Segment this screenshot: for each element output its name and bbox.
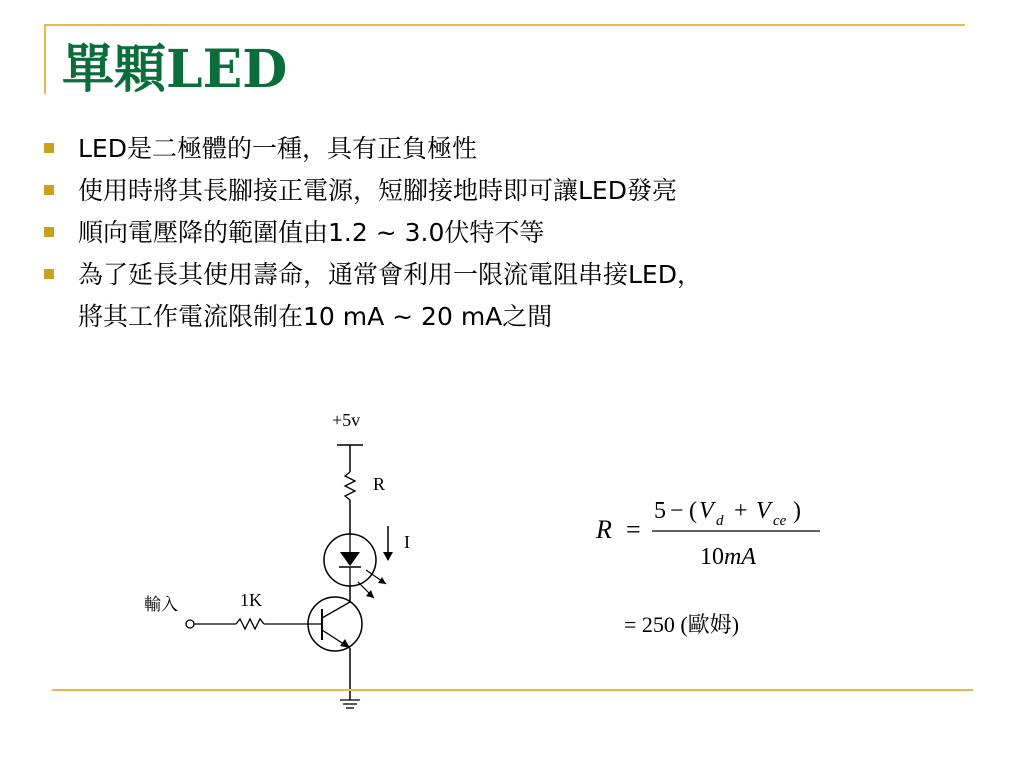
resistor-r-symbol — [345, 472, 355, 500]
title-accent-bar — [44, 24, 46, 94]
input-label: 輸入 — [144, 595, 178, 615]
vd-symbol: V — [699, 498, 714, 524]
current-arrow-head — [383, 552, 393, 561]
vd-subscript: d — [716, 513, 724, 529]
formula-lhs: R — [596, 515, 612, 544]
top-divider — [44, 24, 965, 26]
formula-equals: = — [626, 515, 641, 544]
input-terminal — [186, 620, 194, 628]
denominator-unit: mA — [724, 544, 756, 570]
bottom-divider — [52, 689, 973, 691]
vce-symbol: V — [756, 498, 771, 524]
vce-subscript: ce — [773, 513, 787, 529]
bullet-text-4: 為了延長其使用壽命，通常會利用一限流電阻串接LED， — [78, 260, 702, 289]
bullet-item-1 — [44, 128, 974, 170]
bullet-text-1: LED是二極體的一種，具有正負極性 — [78, 134, 477, 163]
transistor-emitter-arrow — [340, 639, 350, 648]
numerator-close-paren: ) — [793, 498, 801, 524]
light-arrow-1-head — [378, 577, 386, 584]
bullet-item-3 — [44, 212, 974, 254]
transistor-collector — [322, 602, 350, 618]
led-circuit-diagram — [130, 400, 410, 720]
formula-result: = 250 (歐姆) — [624, 612, 740, 637]
bullet-marker — [44, 227, 54, 237]
bullet-item-4 — [44, 254, 974, 338]
input-resistor-label: 1K — [240, 590, 262, 610]
resistance-formula — [590, 480, 850, 650]
led-diode-triangle — [340, 552, 360, 566]
numerator-open-paren: ( — [689, 498, 697, 524]
bullet-marker — [44, 143, 54, 153]
supply-label: +5v — [332, 410, 361, 430]
bullet-text-4-continued: 將其工作電流限制在10 mA ~ 20 mA之間 — [78, 302, 553, 331]
numerator-plus: + — [734, 498, 748, 524]
bullet-list — [44, 128, 974, 338]
numerator-five: 5 — [654, 498, 666, 524]
resistor-r-label: R — [373, 474, 386, 494]
bullet-text-3: 順向電壓降的範圍值由1.2 ~ 3.0伏特不等 — [78, 218, 545, 247]
slide-title: 單顆LED — [62, 39, 288, 100]
input-resistor-symbol — [236, 619, 264, 629]
denominator-number: 10 — [700, 544, 724, 570]
numerator-minus: − — [670, 498, 684, 524]
bullet-marker — [44, 185, 54, 195]
current-label: I — [404, 532, 410, 552]
bullet-item-2 — [44, 170, 974, 212]
bullet-marker — [44, 269, 54, 279]
bullet-text-2: 使用時將其長腳接正電源，短腳接地時即可讓LED發亮 — [78, 176, 677, 205]
